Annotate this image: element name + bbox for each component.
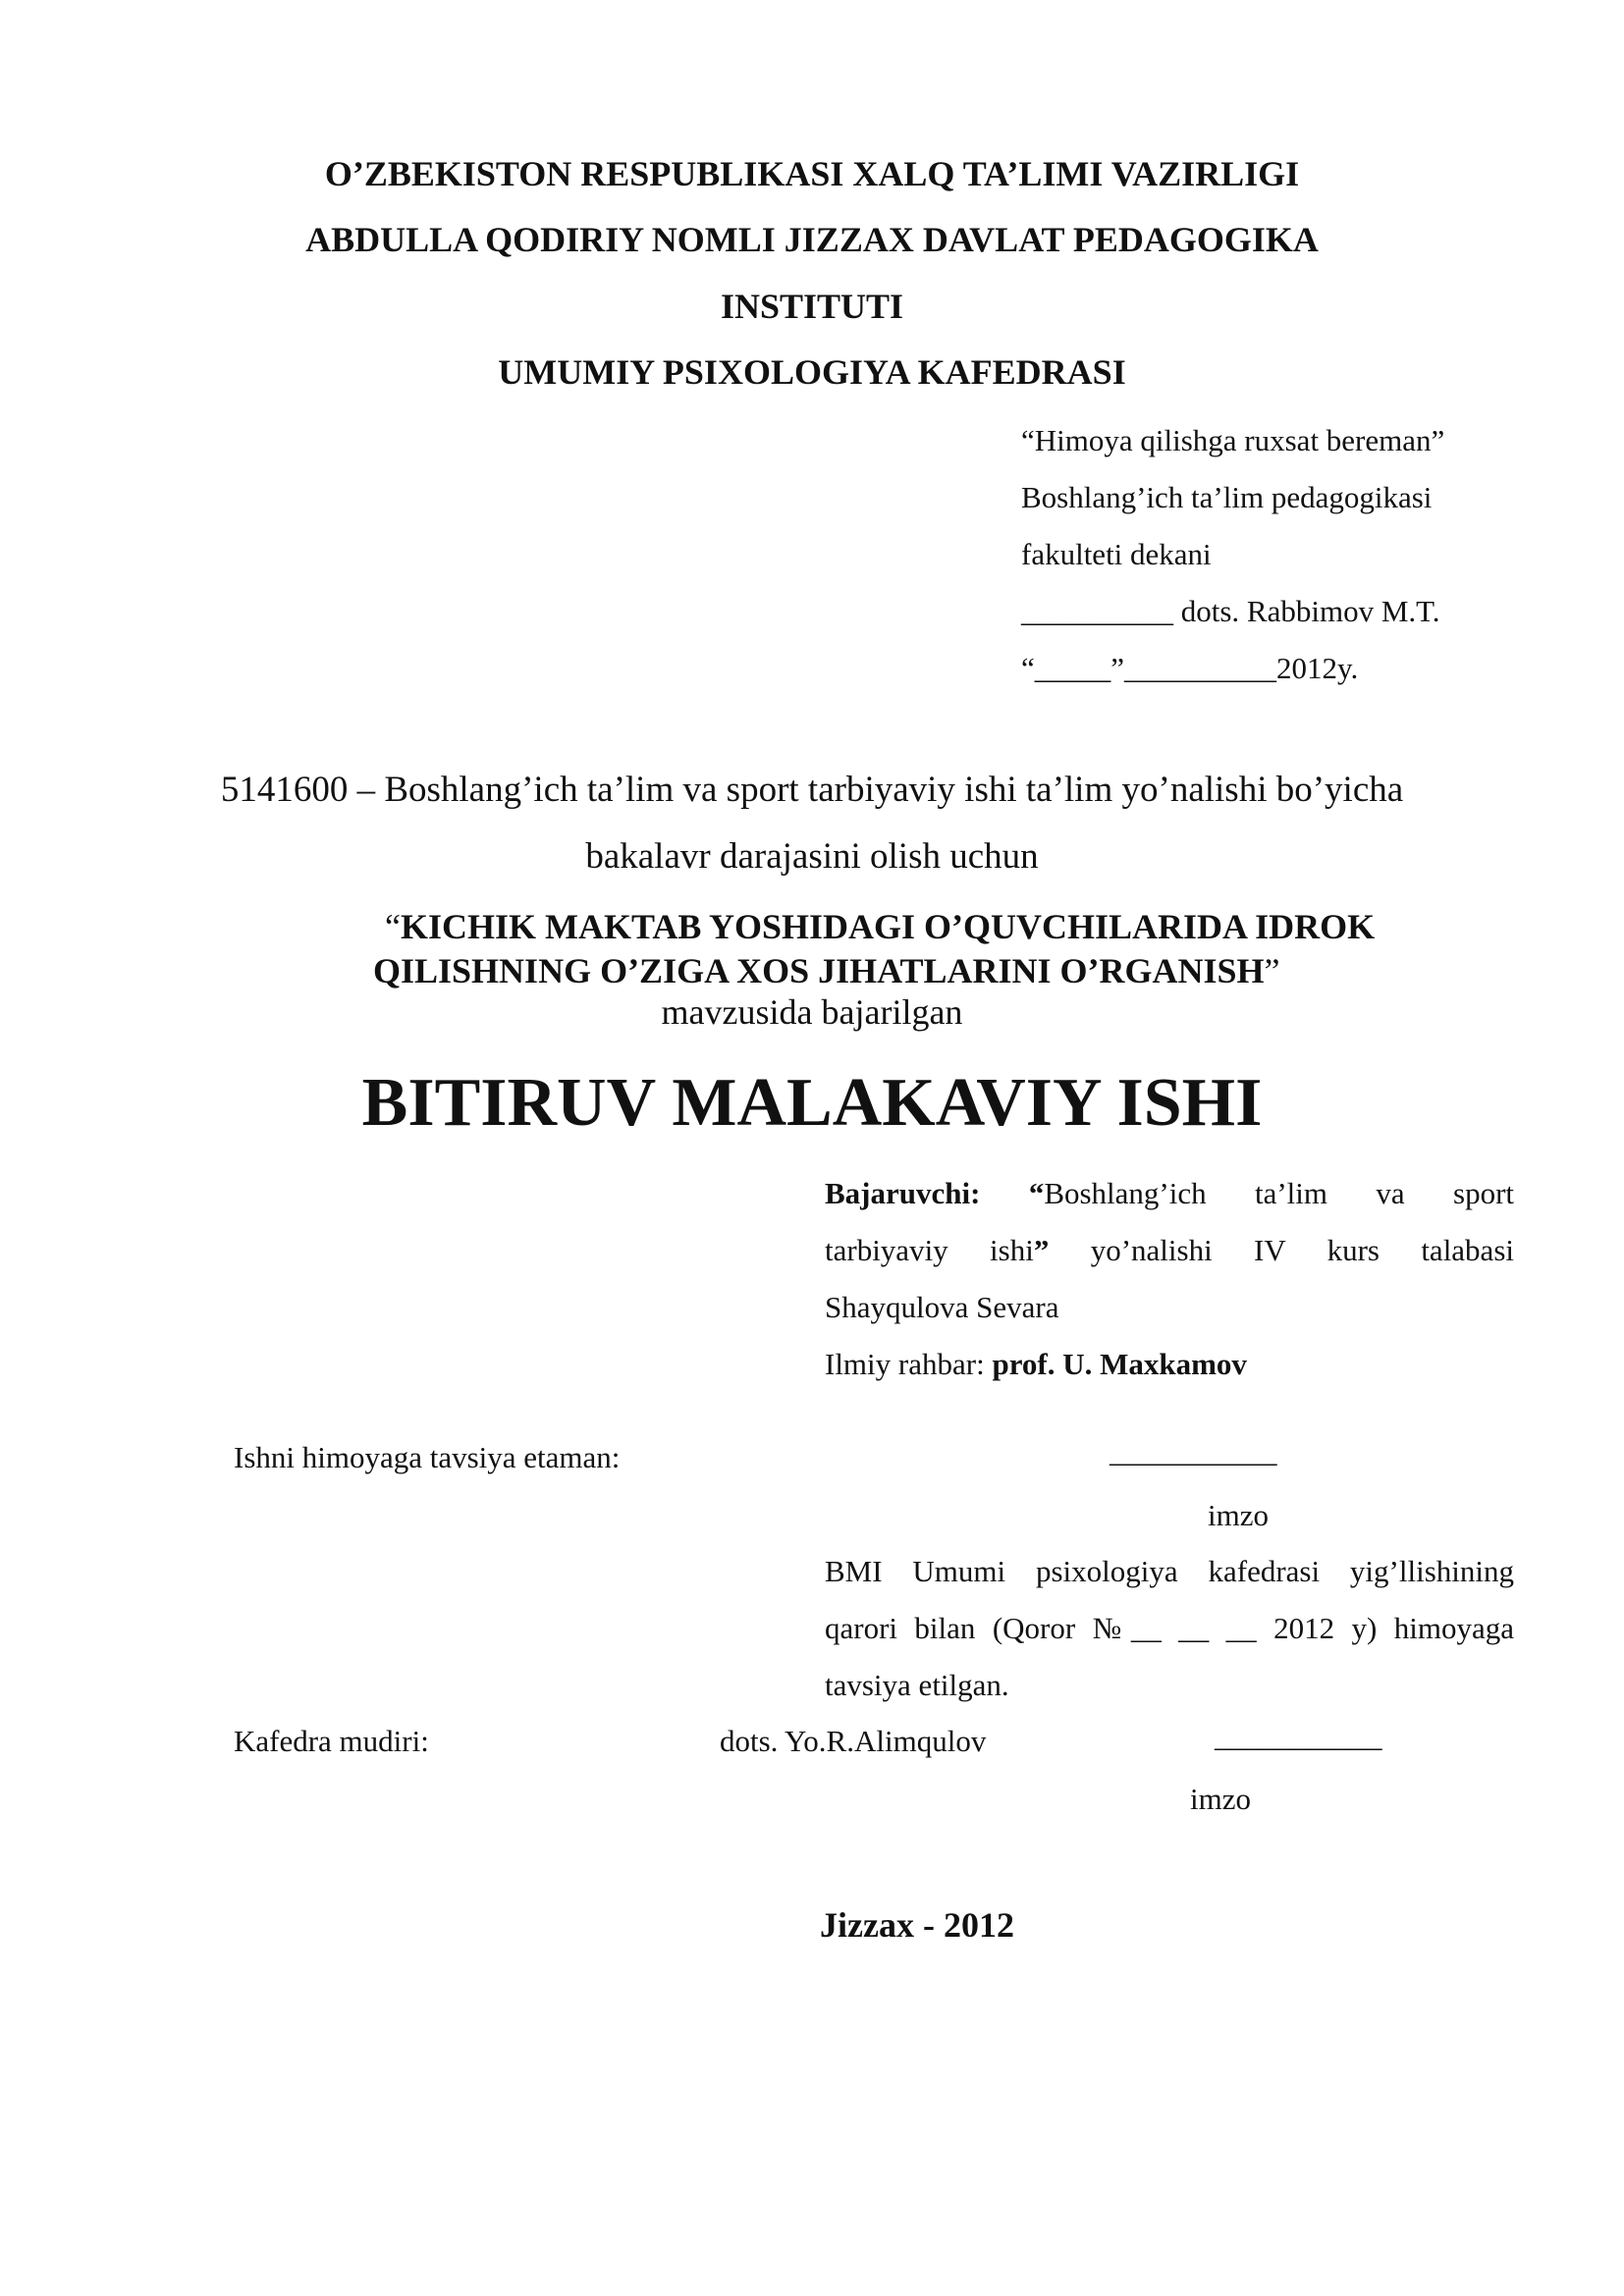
performer-line2 — [825, 1222, 1514, 1279]
topic-open-quote: “ — [385, 907, 401, 946]
topic-line2: QILISHNING O’ZIGA XOS JIHATLARINI O’RGANISH — [373, 951, 1265, 990]
topic-title — [373, 905, 1512, 993]
approval-line: fakulteti dekani — [1021, 537, 1212, 571]
performer-student-name: Shayqulova Sevara — [825, 1290, 1059, 1324]
head-signature-line: ___________ — [1215, 1719, 1382, 1753]
specialty-line2: bakalavr darajasini olish uchun — [585, 836, 1039, 877]
recommendation-signature-line: ___________ — [1110, 1434, 1277, 1468]
recommendation-label: Ishni himoyaga tavsiya etaman: — [234, 1440, 621, 1474]
department-heading: UMUMIY PSIXOLOGIYA KAFEDRASI — [498, 352, 1126, 392]
decision-line1: BMI Umumi psixologiya kafedrasi yig’llishining — [825, 1554, 1514, 1588]
approval-signature-line: __________ dots. Rabbimov M.T. — [1021, 594, 1440, 628]
head-of-department-label: Kafedra mudiri: — [234, 1724, 429, 1758]
topic-close-quote: ” — [1264, 951, 1280, 990]
ministry-heading: O’ZBEKISTON RESPUBLIKASI XALQ TA’LIMI VAZIRLIGI — [324, 154, 1300, 193]
supervisor-label: Ilmiy rahbar: — [825, 1347, 993, 1381]
performer-program: Boshlang’ich ta’lim va sport — [1044, 1176, 1515, 1210]
decision-line3: tavsiya etilgan. — [825, 1668, 1009, 1702]
institute-heading-line2: INSTITUTI — [720, 287, 904, 326]
performer-line1 — [825, 1165, 1514, 1222]
institute-heading-line1: ABDULLA QODIRIY NOMLI JIZZAX DAVLAT PEDAGOGIKA — [305, 220, 1319, 259]
head-signature-caption: imzo — [1190, 1782, 1251, 1816]
supervisor-line — [825, 1336, 1514, 1393]
topic-line1: KICHIK MAKTAB YOSHIDAGI O’QUVCHILARIDA IDROK — [400, 907, 1376, 946]
approval-block — [1021, 412, 1571, 697]
performer-quote-open: “ — [1028, 1176, 1045, 1210]
recommendation-signature-caption: imzo — [1208, 1498, 1269, 1532]
approval-line: “Himoya qilishga ruxsat bereman” — [1021, 423, 1445, 457]
performer-program-cont: tarbiyaviy ishi — [825, 1233, 1034, 1267]
head-of-department-name: dots. Yo.R.Alimqulov — [720, 1724, 987, 1758]
approval-line: Boshlang’ich ta’lim pedagogikasi — [1021, 480, 1433, 514]
approval-date-line: “_____”__________2012y. — [1021, 651, 1359, 685]
specialty-line1: 5141600 – Boshlang’ich ta’lim va sport tarbiyaviy ishi ta’lim yo’nalishi bo’yicha — [220, 770, 1404, 810]
supervisor-name: prof. U. Maxkamov — [992, 1347, 1247, 1381]
performer-label: Bajaruvchi: — [825, 1176, 981, 1210]
performer-quote-close: ” — [1033, 1233, 1050, 1267]
topic-caption: mavzusida bajarilgan — [661, 992, 963, 1032]
work-title: BITIRUV MALAKAVIY ISHI — [361, 1065, 1263, 1141]
decision-line2: qarori bilan (Qoror №__ __ __ 2012 y) himoyaga — [825, 1611, 1514, 1645]
place-and-year: Jizzax - 2012 — [820, 1905, 1014, 1945]
performer-course: yo’nalishi IV kurs talabasi — [1049, 1233, 1514, 1267]
